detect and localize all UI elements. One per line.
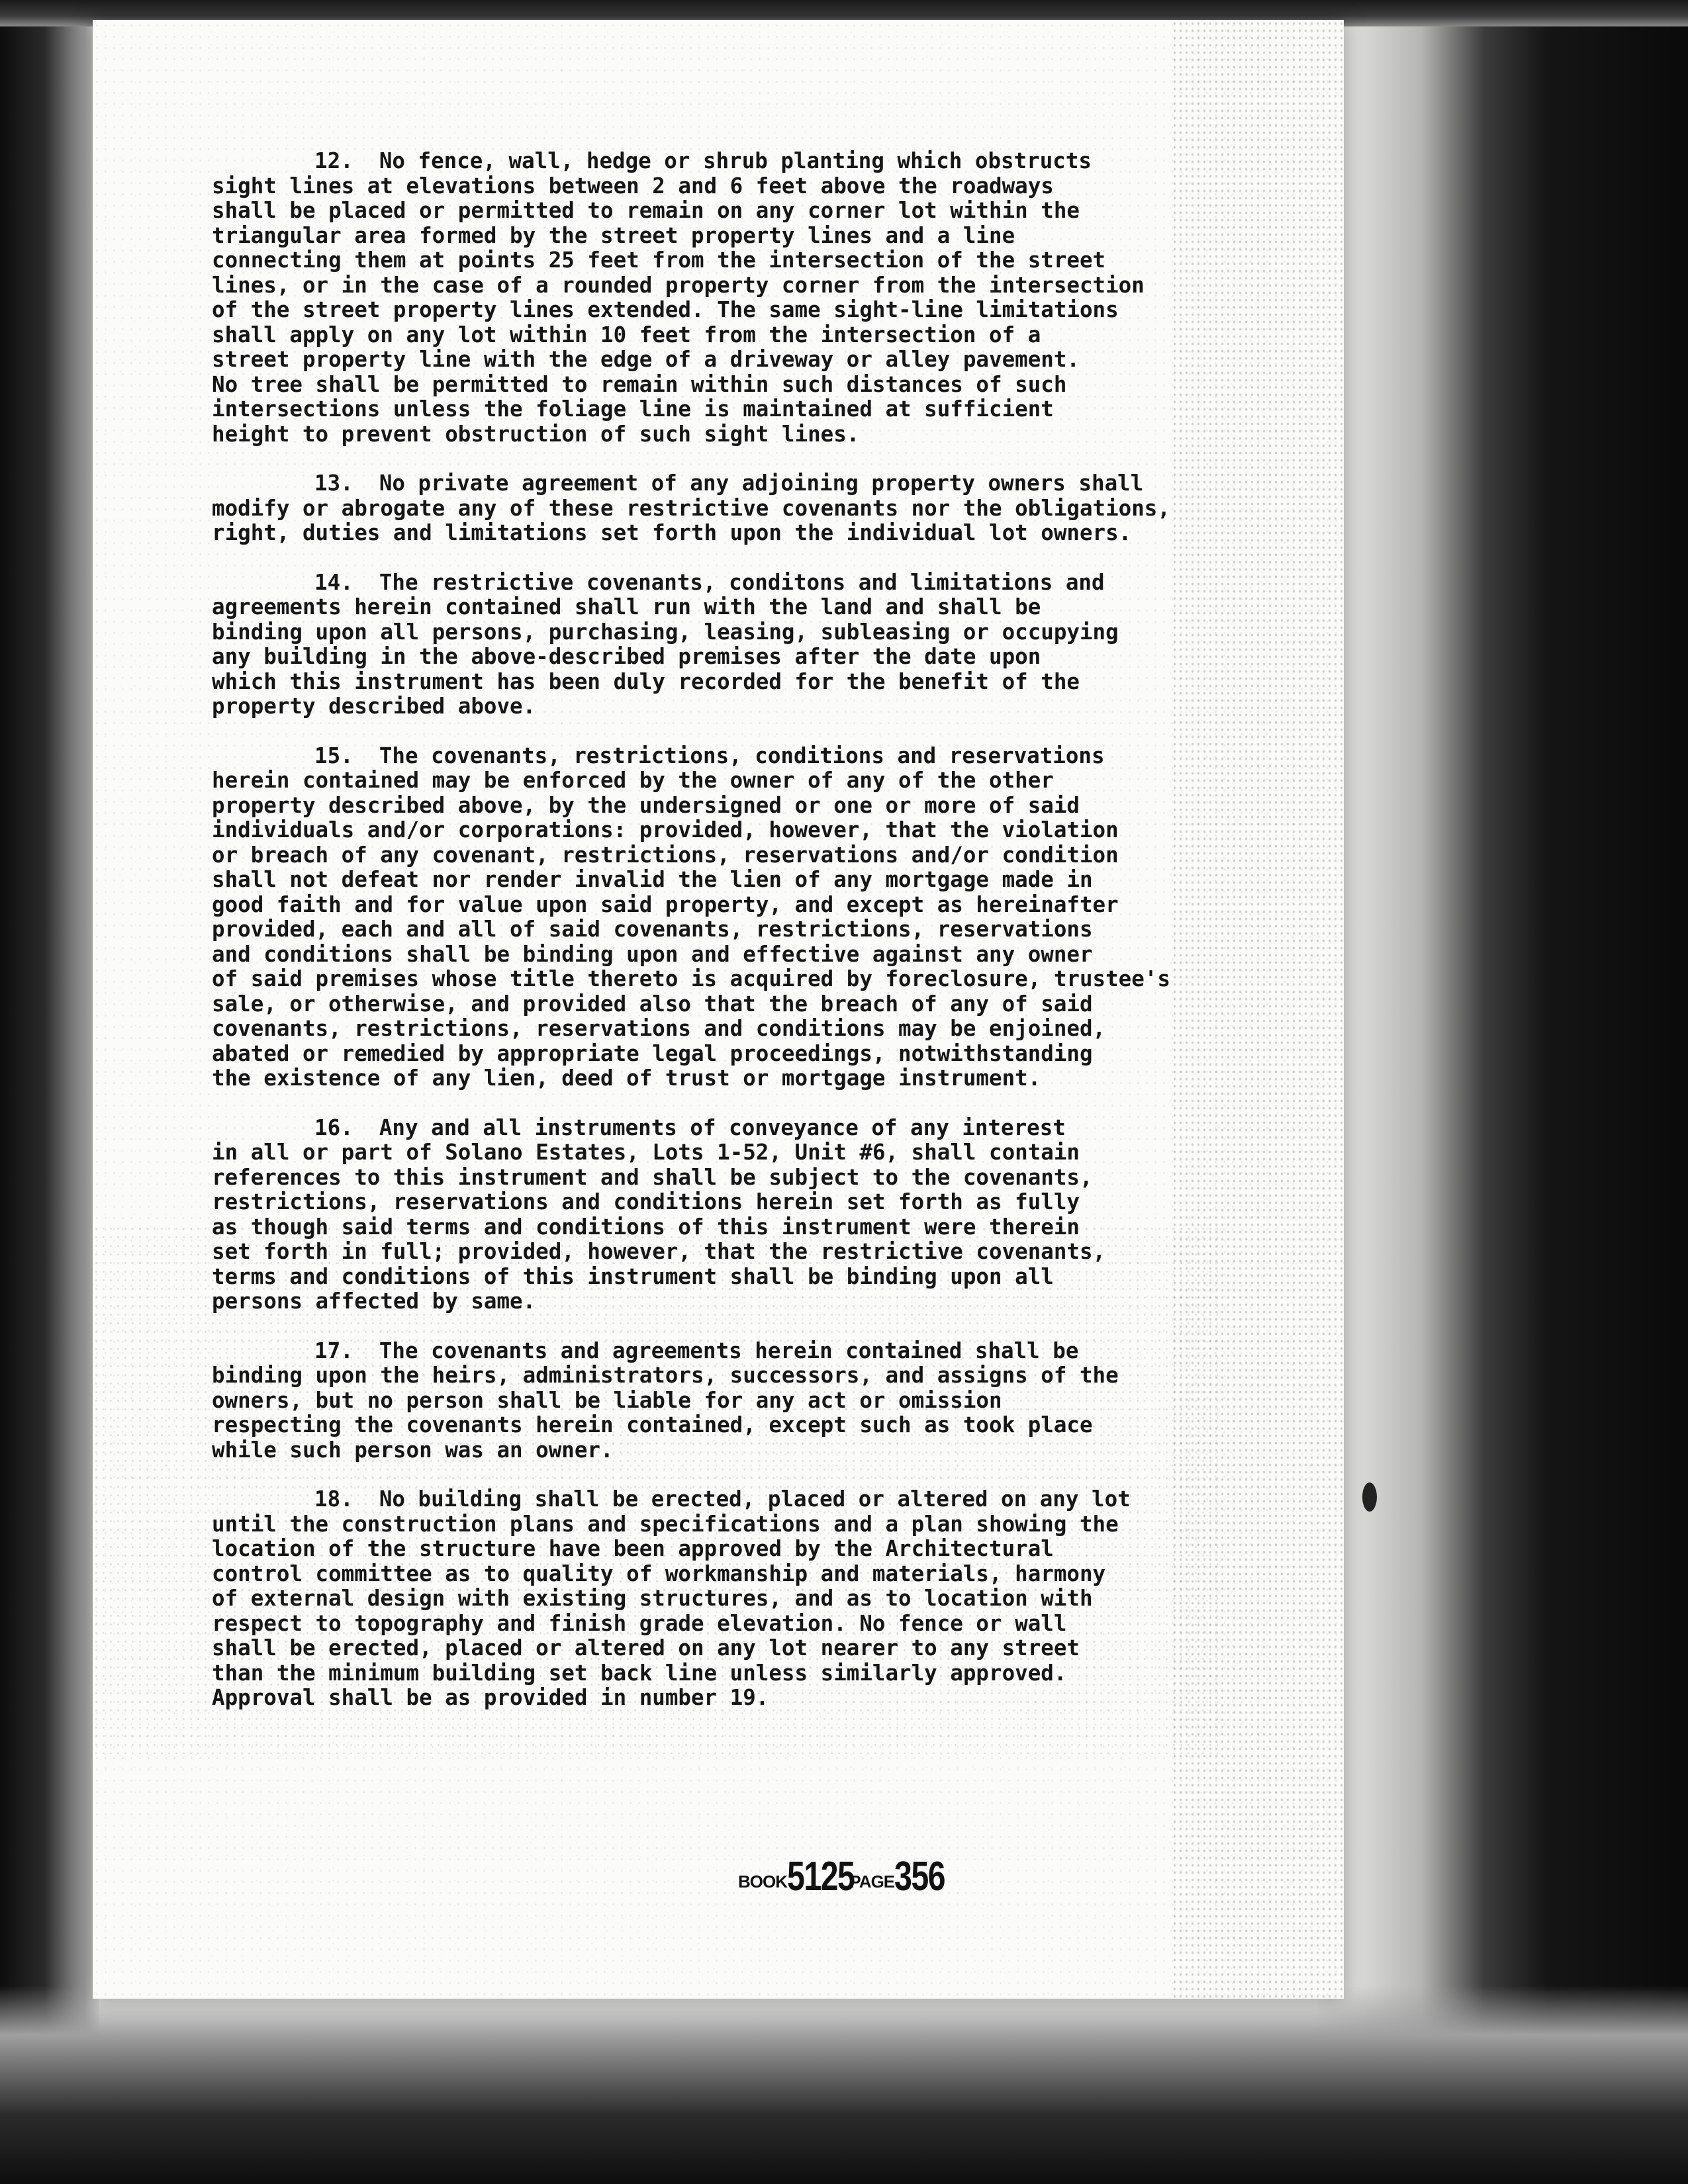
paragraph-line: 17. The covenants and agreements herein contained shall be <box>314 1338 1079 1363</box>
paragraph-line: references to this instrument and shall be subject to the covenants, <box>212 1164 1093 1190</box>
scan-border-right <box>1317 0 1688 2184</box>
page-label: PAGE <box>849 1872 895 1891</box>
paragraph-line: the existence of any lien, deed of trust or mortgage instrument. <box>212 1066 1041 1091</box>
paragraph-14 <box>212 570 1337 719</box>
paragraph-line: street property line with the edge of a driveway or alley pavement. <box>212 347 1080 372</box>
paragraph-line: binding upon all persons, purchasing, leasing, subleasing or occupying <box>212 619 1119 645</box>
paragraph-line: covenants, restrictions, reservations and conditions may be enjoined, <box>212 1016 1106 1041</box>
page-number: 356 <box>894 1854 945 1899</box>
paragraph-line: agreements herein contained shall run with the land and shall be <box>212 594 1041 619</box>
paragraph-18 <box>212 1487 1337 1711</box>
paragraph-line: 18. No building shall be erected, placed or altered on any lot <box>314 1486 1131 1512</box>
paragraph-line: Approval shall be as provided in number 19. <box>212 1685 769 1710</box>
paragraph-line: shall apply on any lot within 10 feet from the intersection of a <box>212 322 1041 347</box>
paragraph-line: in all or part of Solano Estates, Lots 1-52, Unit #6, shall contain <box>212 1140 1080 1165</box>
paragraph-line: persons affected by same. <box>212 1289 536 1314</box>
paragraph-line: sale, or otherwise, and provided also that the breach of any of said <box>212 991 1093 1017</box>
paragraph-13 <box>212 471 1337 546</box>
paragraph-line: while such person was an owner. <box>212 1437 614 1463</box>
paragraph-line: any building in the above-described premises after the date upon <box>212 644 1041 669</box>
paragraph-line: respect to topography and finish grade elevation. No fence or wall <box>212 1610 1067 1636</box>
paragraph-line: owners, but no person shall be liable for any act or omission <box>212 1387 1002 1413</box>
paragraph-line: binding upon the heirs, administrators, successors, and assigns of the <box>212 1363 1119 1388</box>
paragraph-16 <box>212 1116 1337 1314</box>
paragraph-line: of the street property lines extended. The same sight-line limitations <box>212 297 1119 322</box>
paragraph-line: shall not defeat nor render invalid the lien of any mortgage made in <box>212 867 1093 892</box>
paragraph-17 <box>212 1339 1337 1463</box>
paragraph-line: 16. Any and all instruments of conveyance of any interest <box>314 1115 1066 1140</box>
paragraph-line: individuals and/or corporations: provided, however, that the violation <box>212 817 1119 842</box>
paragraph-line: intersections unless the foliage line is maintained at sufficient <box>212 396 1054 422</box>
paragraph-line: No tree shall be permitted to remain within such distances of such <box>212 371 1067 397</box>
document-text <box>212 149 1337 1735</box>
paragraph-line: sight lines at elevations between 2 and 6 feet above the roadways <box>212 173 1054 199</box>
paragraph-12 <box>212 149 1337 447</box>
paragraph-line: location of the structure have been approved by the Architectural <box>212 1536 1054 1561</box>
paragraph-line: property described above, by the undersigned or one or more of said <box>212 792 1080 818</box>
paragraph-line: of said premises whose title thereto is acquired by foreclosure, trustee's <box>212 966 1170 991</box>
paragraph-line: or breach of any covenant, restrictions, reservations and/or condition <box>212 842 1119 868</box>
paragraph-line: connecting them at points 25 feet from the intersection of the street <box>212 248 1106 273</box>
punch-hole <box>1362 1482 1377 1512</box>
paragraph-line: triangular area formed by the street property lines and a line <box>212 222 1015 248</box>
paragraph-line: and conditions shall be binding upon and effective against any owner <box>212 941 1093 967</box>
book-number: 5125 <box>787 1854 855 1899</box>
paragraph-line: property described above. <box>212 694 536 719</box>
paragraph-line: abated or remedied by appropriate legal proceedings, notwithstanding <box>212 1040 1093 1066</box>
paragraph-line: terms and conditions of this instrument shall be binding upon all <box>212 1263 1054 1289</box>
recording-stamp <box>738 1853 959 1900</box>
paragraph-line: restrictions, reservations and conditions herein set forth as fully <box>212 1189 1080 1214</box>
paragraph-line: set forth in full; provided, however, that the restrictive covenants, <box>212 1239 1106 1264</box>
paragraph-line: which this instrument has been duly recorded for the benefit of the <box>212 668 1080 694</box>
paragraph-line: than the minimum building set back line unless similarly approved. <box>212 1660 1067 1686</box>
paragraph-line: control committee as to quality of workmanship and materials, harmony <box>212 1561 1106 1586</box>
paragraph-line: 14. The restrictive covenants, conditons and limitations and <box>314 569 1105 595</box>
paragraph-line: 15. The covenants, restrictions, conditions and reservations <box>314 743 1105 768</box>
paragraph-line: modify or abrogate any of these restrictive covenants nor the obligations, <box>212 495 1170 521</box>
paragraph-line: shall be erected, placed or altered on any lot nearer to any street <box>212 1635 1080 1661</box>
paragraph-line: 12. No fence, wall, hedge or shrub planting which obstructs <box>314 148 1092 173</box>
paragraph-line: respecting the covenants herein contained, except such as took place <box>212 1412 1093 1437</box>
book-label: BOOK <box>738 1872 787 1891</box>
paragraph-line: until the construction plans and specifications and a plan showing the <box>212 1511 1119 1537</box>
paragraph-line: of external design with existing structures, and as to location with <box>212 1586 1093 1611</box>
paragraph-line: height to prevent obstruction of such sight lines. <box>212 421 860 447</box>
paragraph-line: shall be placed or permitted to remain on any corner lot within the <box>212 198 1080 223</box>
scan-border-bottom <box>0 1985 1688 2184</box>
paragraph-line: provided, each and all of said covenants, restrictions, reservations <box>212 917 1093 942</box>
paragraph-line: right, duties and limitations set forth upon the individual lot owners. <box>212 520 1132 545</box>
paragraph-line: herein contained may be enforced by the owner of any of the other <box>212 768 1054 793</box>
paragraph-line: good faith and for value upon said property, and except as hereinafter <box>212 891 1119 917</box>
paragraph-line: 13. No private agreement of any adjoining property owners shall <box>314 471 1144 496</box>
paragraph-line: lines, or in the case of a rounded property corner from the intersection <box>212 272 1145 298</box>
paragraph-15 <box>212 744 1337 1091</box>
paragraph-line: as though said terms and conditions of this instrument were therein <box>212 1214 1080 1240</box>
scan-border-left <box>0 0 99 2184</box>
